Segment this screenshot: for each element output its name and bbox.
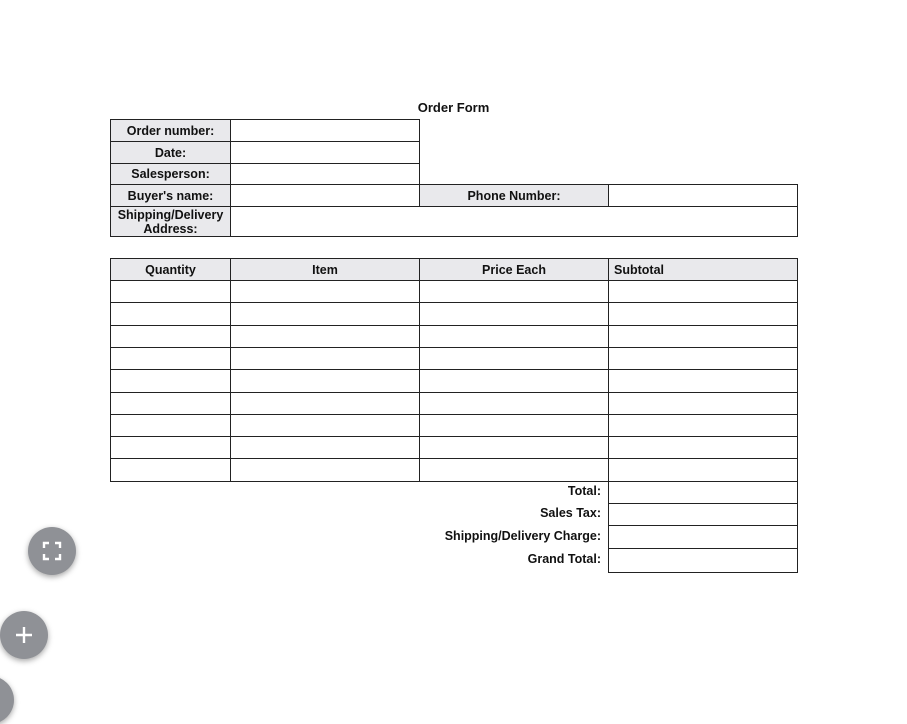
date-field[interactable] — [230, 141, 420, 164]
item-cell[interactable] — [230, 347, 420, 370]
quantity-cell[interactable] — [110, 458, 231, 482]
shipping-address-field[interactable] — [230, 206, 798, 237]
shipping-address-label-line2: Address: — [143, 221, 198, 236]
price-each-cell[interactable] — [419, 347, 609, 370]
quantity-cell[interactable] — [110, 414, 231, 437]
fullscreen-icon — [42, 541, 62, 561]
subtotal-cell[interactable] — [608, 414, 798, 437]
order-number-label: Order number: — [110, 119, 231, 142]
price-each-header: Price Each — [419, 258, 609, 281]
quantity-header: Quantity — [110, 258, 231, 281]
price-each-cell[interactable] — [419, 458, 609, 482]
quantity-cell[interactable] — [110, 392, 231, 415]
add-button[interactable] — [0, 611, 48, 659]
order-form-title: Order Form — [417, 100, 490, 115]
quantity-cell[interactable] — [110, 436, 231, 459]
date-label: Date: — [110, 141, 231, 164]
price-each-cell[interactable] — [419, 369, 609, 393]
phone-number-field[interactable] — [608, 184, 798, 207]
price-each-cell[interactable] — [419, 302, 609, 326]
price-each-cell[interactable] — [419, 392, 609, 415]
grand-total-label: Grand Total: — [527, 552, 601, 566]
quantity-cell[interactable] — [110, 369, 231, 393]
item-cell[interactable] — [230, 436, 420, 459]
item-header: Item — [230, 258, 420, 281]
subtotal-cell[interactable] — [608, 369, 798, 393]
buyer-name-label: Buyer's name: — [110, 184, 231, 207]
shipping-charge-field[interactable] — [608, 525, 798, 549]
item-cell[interactable] — [230, 325, 420, 348]
subtotal-cell[interactable] — [608, 325, 798, 348]
salesperson-field[interactable] — [230, 163, 420, 185]
subtotal-cell[interactable] — [608, 436, 798, 459]
plus-icon — [13, 624, 35, 646]
subtotal-cell[interactable] — [608, 347, 798, 370]
item-cell[interactable] — [230, 302, 420, 326]
price-each-cell[interactable] — [419, 280, 609, 303]
price-each-cell[interactable] — [419, 325, 609, 348]
quantity-cell[interactable] — [110, 302, 231, 326]
shipping-address-label-line1: Shipping/Delivery — [117, 207, 224, 222]
subtotal-header: Subtotal — [608, 258, 798, 281]
phone-number-label: Phone Number: — [419, 184, 609, 207]
subtotal-cell[interactable] — [608, 280, 798, 303]
shipping-charge-label: Shipping/Delivery Charge: — [444, 529, 601, 543]
subtotal-cell[interactable] — [608, 302, 798, 326]
subtotal-cell[interactable] — [608, 392, 798, 415]
item-cell[interactable] — [230, 369, 420, 393]
buyer-name-field[interactable] — [230, 184, 420, 207]
quantity-cell[interactable] — [110, 347, 231, 370]
salesperson-label: Salesperson: — [110, 163, 231, 185]
price-each-cell[interactable] — [419, 414, 609, 437]
subtotal-cell[interactable] — [608, 458, 798, 482]
quantity-cell[interactable] — [110, 280, 231, 303]
total-label: Total: — [567, 484, 601, 498]
price-each-cell[interactable] — [419, 436, 609, 459]
item-cell[interactable] — [230, 414, 420, 437]
item-cell[interactable] — [230, 392, 420, 415]
item-cell[interactable] — [230, 280, 420, 303]
total-field[interactable] — [608, 481, 798, 504]
quantity-cell[interactable] — [110, 325, 231, 348]
fullscreen-button[interactable] — [28, 527, 76, 575]
sales-tax-field[interactable] — [608, 503, 798, 526]
partial-button[interactable] — [0, 676, 14, 724]
item-cell[interactable] — [230, 458, 420, 482]
order-number-field[interactable] — [230, 119, 420, 142]
grand-total-field[interactable] — [608, 548, 798, 573]
shipping-address-label — [110, 206, 231, 237]
sales-tax-label: Sales Tax: — [540, 506, 601, 520]
